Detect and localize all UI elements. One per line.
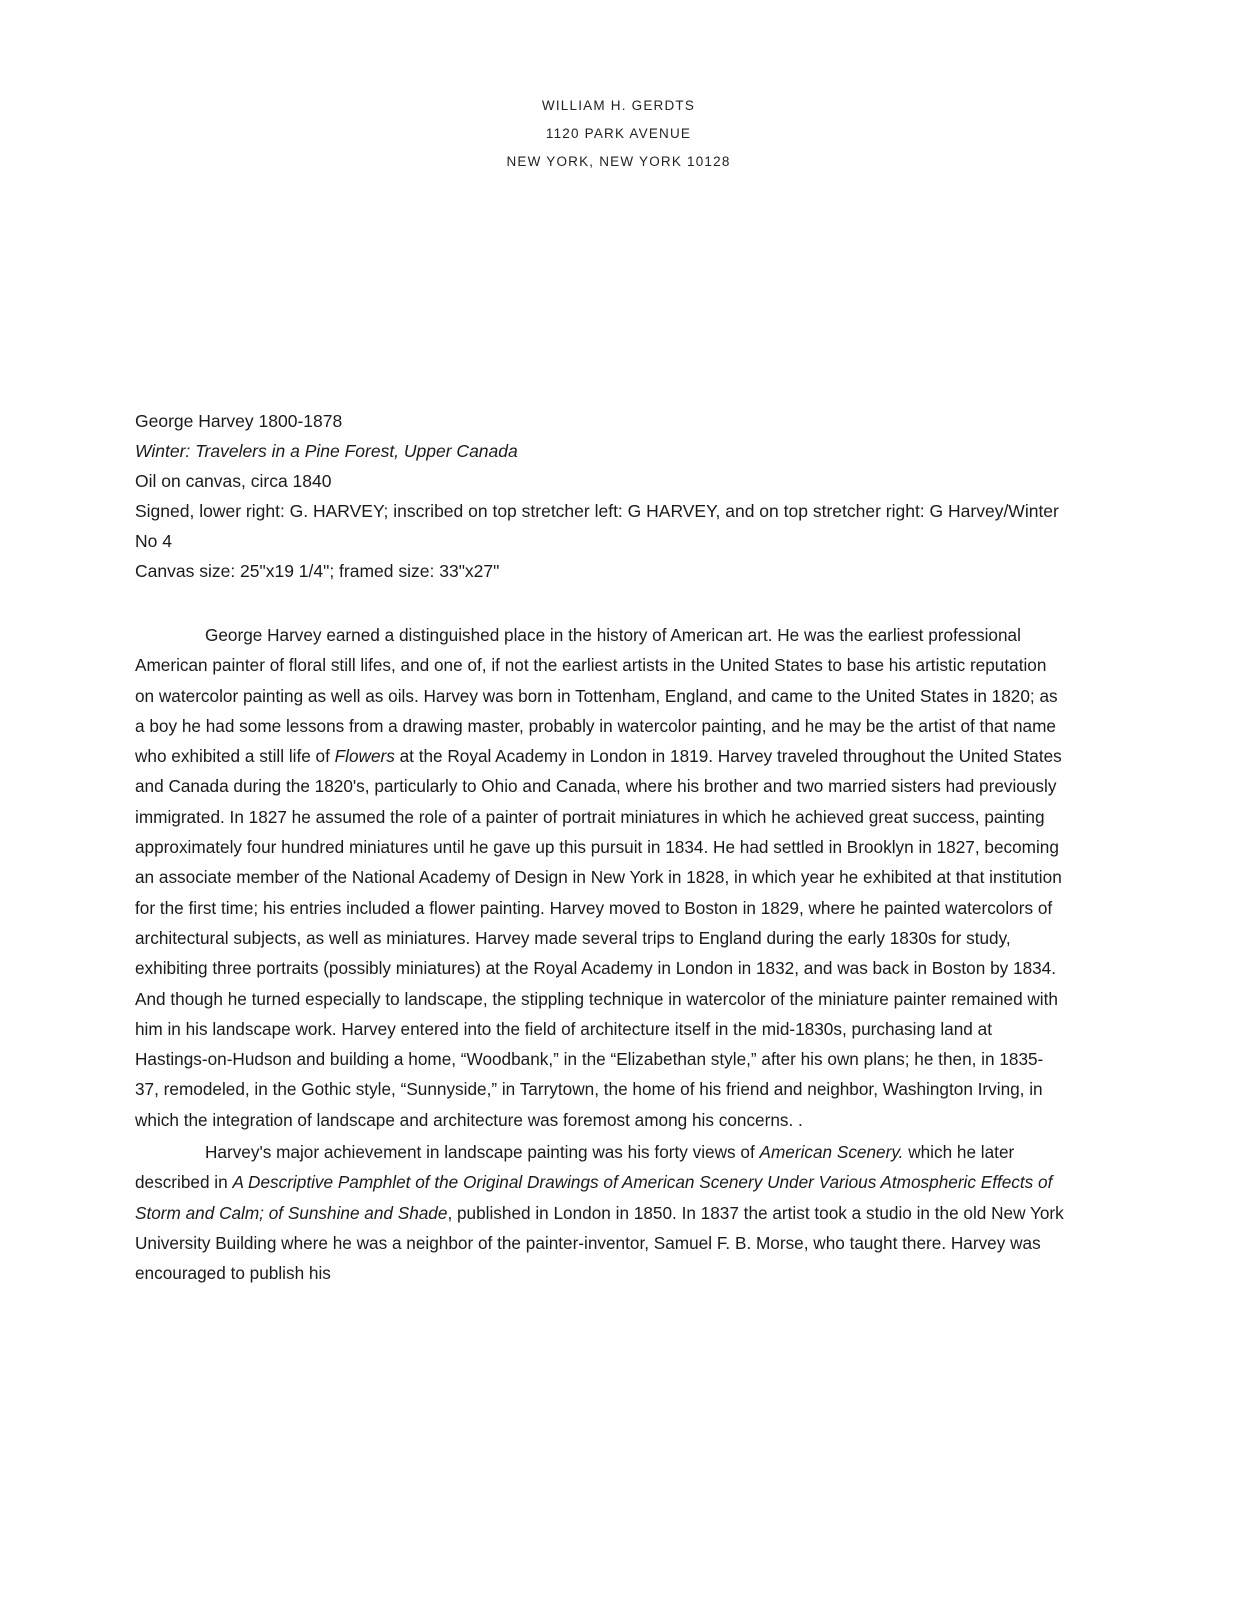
size-line: Canvas size: 25"x19 1/4"; framed size: 33"x27" (135, 561, 500, 581)
artist-line: George Harvey 1800-1878 (135, 411, 343, 431)
medium-line: Oil on canvas, circa 1840 (135, 471, 332, 491)
letterhead-name: WILLIAM H. GERDTS (541, 98, 696, 113)
letterhead (0, 92, 1237, 176)
essay-paragraph-2 (135, 1137, 1065, 1288)
artwork-title: Winter: Travelers in a Pine Forest, Upper Canada (135, 441, 518, 461)
p2-italic-american-scenery: American Scenery. (759, 1142, 904, 1163)
artwork-info (135, 406, 1075, 586)
letterhead-street: 1120 PARK AVENUE (545, 126, 692, 141)
essay-body (135, 620, 1065, 1291)
p1-text-1: George Harvey earned a distinguished place in the history of American art. He was the earliest professional American painter of floral still lifes, and one of, if not the earliest artists in the United States to base his artistic reputation on watercolor painting as well as oils. Harvey was born in Tottenham, England, and came to the United States in 1820; as a boy he had some lessons from a drawing master, probably in watercolor painting, and he may be the artist of that name who exhibited a still life of (135, 625, 1058, 767)
signature-line: Signed, lower right: G. HARVEY; inscribed on top stretcher left: G HARVEY, and on top stretcher right: G Harvey/Winter No 4 (135, 501, 1059, 551)
p2-text-3: , published in London in 1850. In 1837 the artist took a studio in the old New York University Building where he was a neighbor of the painter-inventor, Samuel F. B. Morse, who taught there. Harvey was encouraged to publish his (135, 1202, 1064, 1284)
p2-text-1: Harvey's major achievement in landscape painting was his forty views of (205, 1142, 760, 1163)
p2-text-2: which he later described in (135, 1142, 1015, 1193)
letterhead-city: NEW YORK, NEW YORK 10128 (506, 154, 731, 169)
essay-paragraph-1 (135, 620, 1065, 1135)
p2-italic-pamphlet-title: A Descriptive Pamphlet of the Original Drawings of American Scenery Under Various Atmospheric Effects of Storm and Calm; of Sunshine and Shade (135, 1172, 1053, 1223)
p1-italic-flowers: Flowers (334, 746, 395, 767)
p1-text-2: at the Royal Academy in London in 1819. Harvey traveled throughout the United States and Canada during the 1820's, particularly to Ohio and Canada, where his brother and two married sisters had previously immigrated. In 1827 he assumed the role of a painter of portrait miniatures in which he achieved great success, painting approximately four hundred miniatures until he gave up this pursuit in 1834. He had settled in Brooklyn in 1827, becoming an associate member of the National Academy of Design in New York in 1828, in which year he exhibited at that institution for the first time; his entries included a flower painting. Harvey moved to Boston in 1829, where he painted watercolors of architectural subjects, as well as miniatures. Harvey made several trips to England during the early 1830s for study, exhibiting three portraits (possibly miniatures) at the Royal Academy in London in 1832, and was back in Boston by 1834. And though he turned especially to landscape, the stippling technique in watercolor of the miniature painter remained with him in his landscape work. Harvey entered into the field of architecture itself in the mid-1830s, purchasing land at Hastings-on-Hudson and building a home, “Woodbank,” in the “Elizabethan style,” after his own plans; he then, in 1835-37, remodeled, in the Gothic style, “Sunnyside,” in Tarrytown, the home of his friend and neighbor, Washington Irving, in which the integration of landscape and architecture was foremost among his concerns. . (135, 746, 1062, 1130)
